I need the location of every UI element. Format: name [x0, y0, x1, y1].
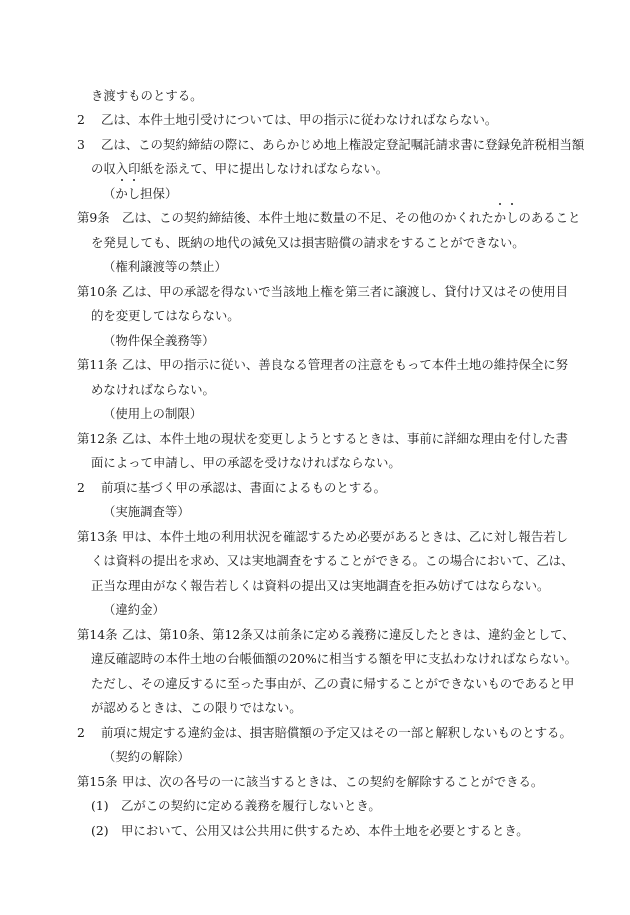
- text-line: [91, 649, 577, 669]
- line-text: の収入印紙を添えて、甲に提出しなければならない。: [91, 161, 389, 176]
- emphasis-dot: [511, 203, 513, 205]
- article-text: 乙は、甲の承認を得ないで当該地上権を第三者に譲渡し、貸付け又はその使用目: [122, 284, 569, 299]
- text-line: [91, 576, 549, 596]
- heading-text: （契約の解除）: [103, 749, 190, 764]
- line-text: 的を変更してはならない。: [91, 308, 240, 323]
- article-text: 甲は、本件土地の利用状況を確認するため必要があるときは、乙に対し報告若し: [122, 529, 569, 544]
- text-line: [91, 306, 240, 326]
- text-line: [91, 159, 388, 179]
- article-number: 第9条: [77, 210, 110, 225]
- article-text: 乙は、この契約締結後、本件土地に数量の不足、その他のかくれた: [122, 210, 494, 225]
- article-15: [77, 772, 543, 792]
- article-10: [77, 282, 568, 302]
- emphasis-char: [115, 184, 127, 204]
- heading-text: （違約金）: [103, 602, 165, 617]
- paragraph-3: [77, 135, 584, 155]
- article-heading: [103, 184, 177, 204]
- line-text: めなければならない。: [91, 382, 215, 397]
- item-number: (2): [91, 823, 109, 838]
- text-line: [91, 698, 302, 718]
- article-heading: [103, 404, 202, 424]
- article-number: 第14条: [77, 627, 118, 642]
- item-number: (1): [91, 798, 109, 813]
- paragraph-2: [77, 478, 386, 498]
- article-text: のあること: [518, 210, 581, 225]
- article-11: [77, 355, 568, 375]
- paragraph-text: 前項に規定する違約金は、損害賠償額の予定又はその一部と解釈しないものとする。: [101, 725, 572, 740]
- line-text: 正当な理由がなく報告若しくは資料の提出又は実地調査を拒み妨げてはならない。: [91, 578, 550, 593]
- heading-text: （: [103, 186, 116, 201]
- article-number: 第15条: [77, 774, 118, 789]
- paragraph-number: 2: [77, 480, 85, 495]
- text-line: [91, 86, 203, 106]
- line-text: くは資料の提出を求め、又は実地調査をすることができる。この場合において、乙は、: [91, 553, 574, 568]
- paragraph-number: 2: [77, 112, 85, 127]
- paragraph-2: [77, 110, 497, 130]
- emphasis-dot: [133, 179, 135, 181]
- paragraph-number: 3: [77, 137, 85, 152]
- article-9: [77, 208, 580, 228]
- text-line: [91, 453, 401, 473]
- item-text: 乙がこの契約に定める義務を履行しないとき。: [121, 798, 381, 813]
- line-text: が認めるときは、この限りではない。: [91, 700, 302, 715]
- article-heading: [103, 331, 215, 351]
- article-13: [77, 527, 568, 547]
- article-text: か: [493, 210, 507, 225]
- article-text: 甲は、次の各号の一に該当するときは、この契約を解除することができる。: [122, 774, 544, 789]
- article-heading: [103, 257, 227, 277]
- heading-text: （権利譲渡等の禁止）: [103, 259, 227, 274]
- line-text: ただし、その違反するに至った事由が、乙の責に帰することができないものであると甲: [91, 676, 575, 691]
- article-number: 第10条: [77, 284, 118, 299]
- emphasis-char: [128, 184, 140, 204]
- text-line: [91, 233, 525, 253]
- line-text: 面によって申請し、甲の承認を受けなければならない。: [91, 455, 401, 470]
- paragraph-number: 2: [77, 725, 85, 740]
- line-text: き渡すものとする。: [91, 88, 203, 103]
- item-text: 甲において、公用又は公共用に供するため、本件土地を必要とするとき。: [121, 823, 529, 838]
- heading-text: し: [127, 186, 141, 201]
- line-text: を発見しても、既納の地代の減免又は損害賠償の請求をすることができない。: [91, 235, 525, 250]
- text-line: [91, 674, 574, 694]
- list-item: [91, 821, 529, 841]
- text-line: [91, 380, 215, 400]
- list-item: [91, 796, 381, 816]
- emphasis-char: [494, 208, 506, 228]
- article-number: 第12条: [77, 431, 118, 446]
- emphasis-dot: [121, 179, 123, 181]
- paragraph-text: 前項に基づく甲の承認は、書面によるものとする。: [101, 480, 386, 495]
- paragraph-2: [77, 723, 572, 743]
- line-text: 違反確認時の本件土地の台帳価額の20%に相当する額を甲に支払わなければならない。: [91, 651, 577, 666]
- heading-text: 担保）: [140, 186, 178, 201]
- article-heading: [103, 600, 165, 620]
- emphasis-char: [506, 208, 518, 228]
- heading-text: （使用上の制限）: [103, 406, 203, 421]
- heading-text: か: [115, 186, 128, 201]
- article-14: [77, 625, 575, 645]
- article-number: 第11条: [77, 357, 118, 372]
- article-text: 乙は、第10条、第12条又は前条に定める義務に違反したときは、違約金として、: [122, 627, 575, 642]
- article-text: 乙は、甲の指示に従い、善良なる管理者の注意をもって本件土地の維持保全に努: [122, 357, 569, 372]
- paragraph-text: 乙は、本件土地引受けについては、甲の指示に従わなければならない。: [101, 112, 498, 127]
- article-number: 第13条: [77, 529, 118, 544]
- article-heading: [103, 747, 190, 767]
- heading-text: （物件保全義務等）: [103, 333, 215, 348]
- article-12: [77, 429, 568, 449]
- paragraph-text: 乙は、この契約締結の際に、あらかじめ地上権設定登記嘱託請求書に登録免許税相当額: [101, 137, 585, 152]
- emphasis-dot: [499, 203, 501, 205]
- text-line: [91, 551, 574, 571]
- heading-text: （実施調査等）: [103, 504, 190, 519]
- article-text: し: [506, 210, 519, 225]
- article-text: 乙は、本件土地の現状を変更しようとするときは、事前に詳細な理由を付した書: [122, 431, 569, 446]
- article-heading: [103, 502, 190, 522]
